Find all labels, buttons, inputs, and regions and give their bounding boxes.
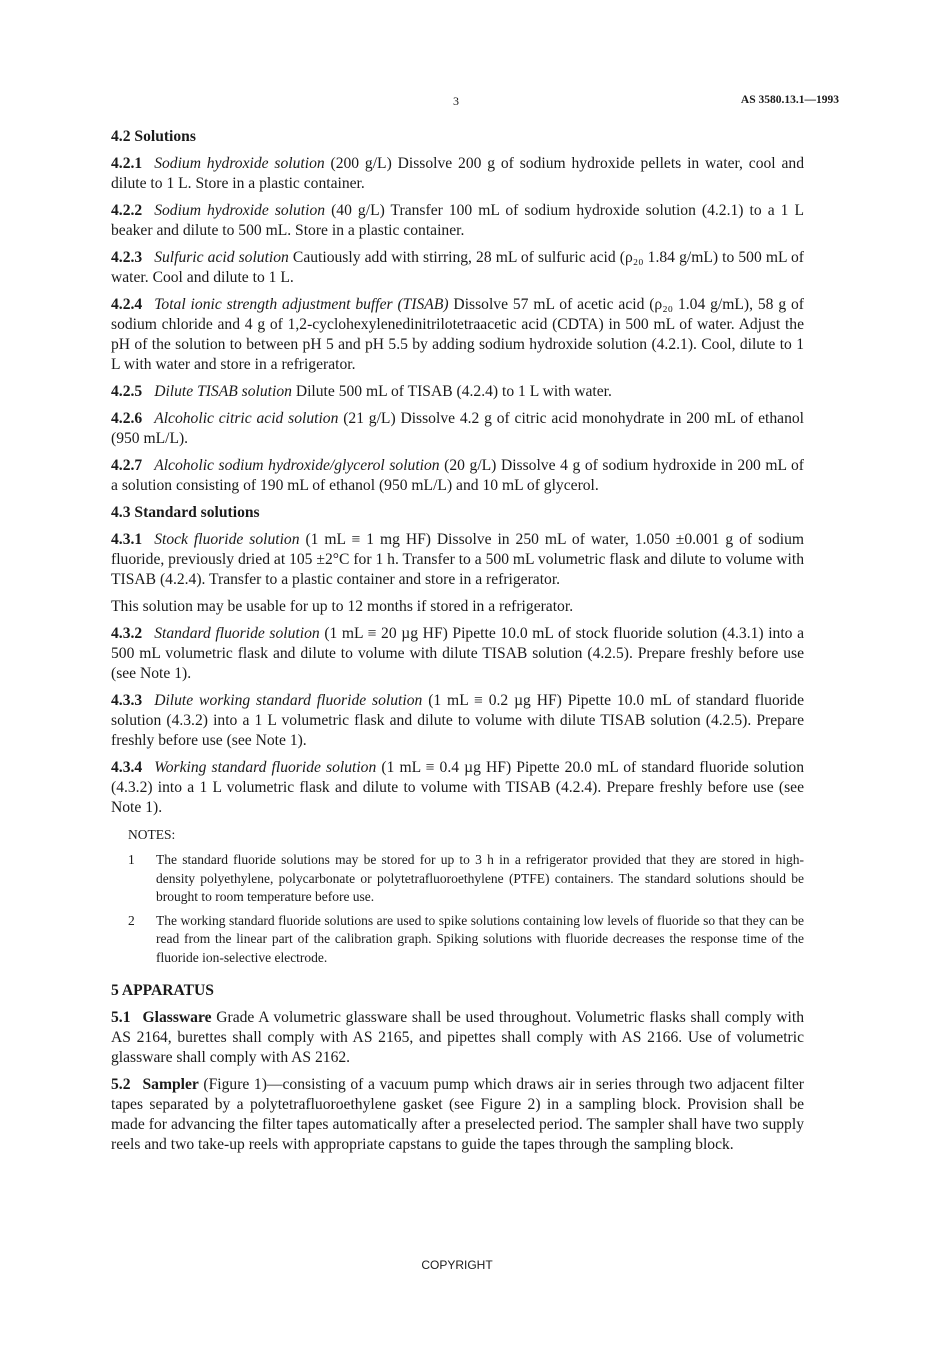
- clause-title: Working standard fluoride solution: [154, 759, 377, 776]
- clause-number: 4.2.2: [111, 202, 143, 219]
- clause-title: Stock fluoride solution: [154, 531, 300, 548]
- clause-title: Total ionic strength adjustment buffer (TISAB): [154, 296, 449, 313]
- clause-number: 4.2.6: [111, 410, 143, 427]
- clause-4-3-1-note: This solution may be usable for up to 12 months if stored in a refrigerator.: [111, 598, 574, 615]
- clause-title: Sodium hydroxide solution: [154, 202, 326, 219]
- clause-title: Standard fluoride solution: [154, 625, 320, 642]
- clause-text: (1 mL ≡ 1 mg HF) Dissolve in 250 mL of water, 1.050 ±0.001 g of sodium fluoride, previously dried at 105 ±2°C for 1 h. Transfer to a 500 mL volumetric flask and dilute to volume with TISAB (4.2.4). Transfer to a plastic container and store in a refrigerator.: [111, 531, 804, 588]
- document-body: [111, 127, 804, 1162]
- note-text: The standard fluoride solutions may be stored for up to 3 h in a refrigerator provided that they are stored in high-density polyethylene, polycarbonate or polytetrafluoroethylene (PTFE) containers. The standard solutions should be brought to room temperature before use.: [156, 852, 804, 905]
- clause-4-3-3: [111, 691, 804, 751]
- clause-4-3-4: [111, 758, 804, 818]
- note-number: 2: [128, 912, 135, 928]
- clause-text: (1 mL ≡ 0.4 µg HF) Pipette 20.0 mL of standard fluoride solution (4.3.2) into a 1 L volumetric flask and dilute to volume with TISAB (4.2.4). Prepare freshly before use (see Note 1).: [111, 759, 804, 816]
- section-heading-4-2: 4.2 Solutions: [111, 128, 196, 145]
- clause-4-3-1: [111, 530, 804, 590]
- notes-heading: NOTES:: [128, 827, 176, 842]
- clause-text: (20 g/L) Dissolve 4 g of sodium hydroxide in 200 mL of a solution consisting of 190 mL of ethanol (950 mL/L) and 10 mL of glycerol.: [111, 457, 805, 494]
- standard-identifier: AS 3580.13.1—1993: [740, 94, 839, 106]
- clause-text: (21 g/L) Dissolve 4.2 g of citric acid monohydrate in 200 mL of ethanol (950 mL/L).: [111, 410, 804, 447]
- clause-title: Dilute TISAB solution: [154, 383, 292, 400]
- clause-text: (40 g/L) Transfer 100 mL of sodium hydroxide solution (4.2.1) to a 1 L beaker and dilute to 500 mL. Store in a plastic container.: [111, 202, 805, 239]
- clause-number: 5.2: [111, 1075, 131, 1093]
- note-2: [128, 912, 804, 968]
- clause-number: 4.2.7: [111, 457, 143, 474]
- clause-4-2-6: [111, 409, 804, 449]
- clause-number: 4.2.1: [111, 155, 143, 172]
- clause-title: Sodium hydroxide solution: [154, 155, 325, 172]
- clause-title: Glassware: [142, 1008, 212, 1026]
- clause-4-2-3: [111, 248, 804, 288]
- clause-5-1: [111, 1008, 804, 1068]
- clause-5-2: [111, 1075, 804, 1155]
- clause-number: 4.3.3: [111, 692, 143, 709]
- clause-title: Alcoholic citric acid solution: [154, 410, 339, 427]
- clause-text: Cautiously add with stirring, 28 mL of sulfuric acid (ρ₂₀ 1.84 g/mL) to 500 mL of water. Cool and dilute to 1 L.: [111, 249, 804, 286]
- clause-4-2-4: [111, 295, 804, 375]
- clause-title: Sulfuric acid solution: [154, 249, 289, 266]
- clause-4-3-2: [111, 624, 804, 684]
- copyright-footer: COPYRIGHT: [421, 1258, 493, 1272]
- clause-4-2-7: [111, 456, 804, 496]
- clause-number: 4.2.3: [111, 249, 143, 266]
- section-heading-4-3: 4.3 Standard solutions: [111, 504, 260, 521]
- clause-4-2-1: [111, 154, 804, 194]
- note-1: [128, 851, 804, 907]
- clause-title: Sampler: [142, 1075, 199, 1093]
- clause-text: Grade A volumetric glassware shall be used throughout. Volumetric flasks shall comply with AS 2164, burettes shall comply with AS 2165, and pipettes shall comply with AS 2166. Use of volumetric glassware shall comply with AS 2162.: [111, 1008, 804, 1066]
- clause-text: (200 g/L) Dissolve 200 g of sodium hydroxide pellets in water, cool and dilute to 1 L. Store in a plastic container.: [111, 155, 804, 192]
- clause-number: 4.2.5: [111, 383, 143, 400]
- clause-text: (Figure 1)—consisting of a vacuum pump which draws air in series through two adjacent filter tapes separated by a polytetrafluoroethylene gasket (see Figure 2) in a sampling block. Provision shall be made for advancing the filter tapes automatically after a preselected period. The sampler shall have two supply reels and two take-up reels with appropriate capstans to guide the tapes through the sampling block.: [111, 1075, 804, 1153]
- clause-4-2-5: [111, 382, 804, 402]
- clause-number: 4.3.2: [111, 625, 143, 642]
- clause-number: 4.3.4: [111, 759, 143, 776]
- clause-text: Dissolve 57 mL of acetic acid (ρ₂₀ 1.04 g/mL), 58 g of sodium chloride and 4 g of 1,2-cyclohexylenedinitrilotetraacetic acid (CDTA) in 500 mL of water. Adjust the pH of the solution to between pH 5 and pH 5.5 by adding sodium hydroxide solution (4.2.1). Cool, dilute to 1 L with water and store in a refrigerator.: [111, 296, 804, 373]
- clause-number: 5.1: [111, 1008, 131, 1026]
- clause-text: Dilute 500 mL of TISAB (4.2.4) to 1 L with water.: [291, 383, 612, 400]
- page-number: 3: [453, 94, 459, 108]
- clause-title: Dilute working standard fluoride solution: [154, 692, 423, 709]
- note-number: 1: [128, 852, 135, 867]
- clause-4-2-2: [111, 201, 804, 241]
- clause-title: Alcoholic sodium hydroxide/glycerol solution: [154, 457, 440, 474]
- clause-number: 4.2.4: [111, 296, 143, 313]
- clause-text: (1 mL ≡ 0.2 µg HF) Pipette 10.0 mL of standard fluoride solution (4.3.2) into a 1 L volumetric flask and dilute to volume with dilute TISAB solution (4.2.5). Prepare freshly before use (see Note 1).: [111, 692, 804, 749]
- clause-number: 4.3.1: [111, 531, 143, 548]
- clause-text: (1 mL ≡ 20 µg HF) Pipette 10.0 mL of stock fluoride solution (4.3.1) into a 500 mL volumetric flask and dilute to volume with dilute TISAB solution (4.2.5). Prepare freshly before use (see Note 1).: [111, 625, 805, 682]
- section-heading-5: 5 APPARATUS: [111, 981, 214, 999]
- note-text: The working standard fluoride solutions are used to spike solutions containing low levels of fluoride so that they can be read from the linear part of the calibration graph. Spiking solutions with fluoride decreases the response time of the fluoride ion-selective electrode.: [156, 912, 804, 965]
